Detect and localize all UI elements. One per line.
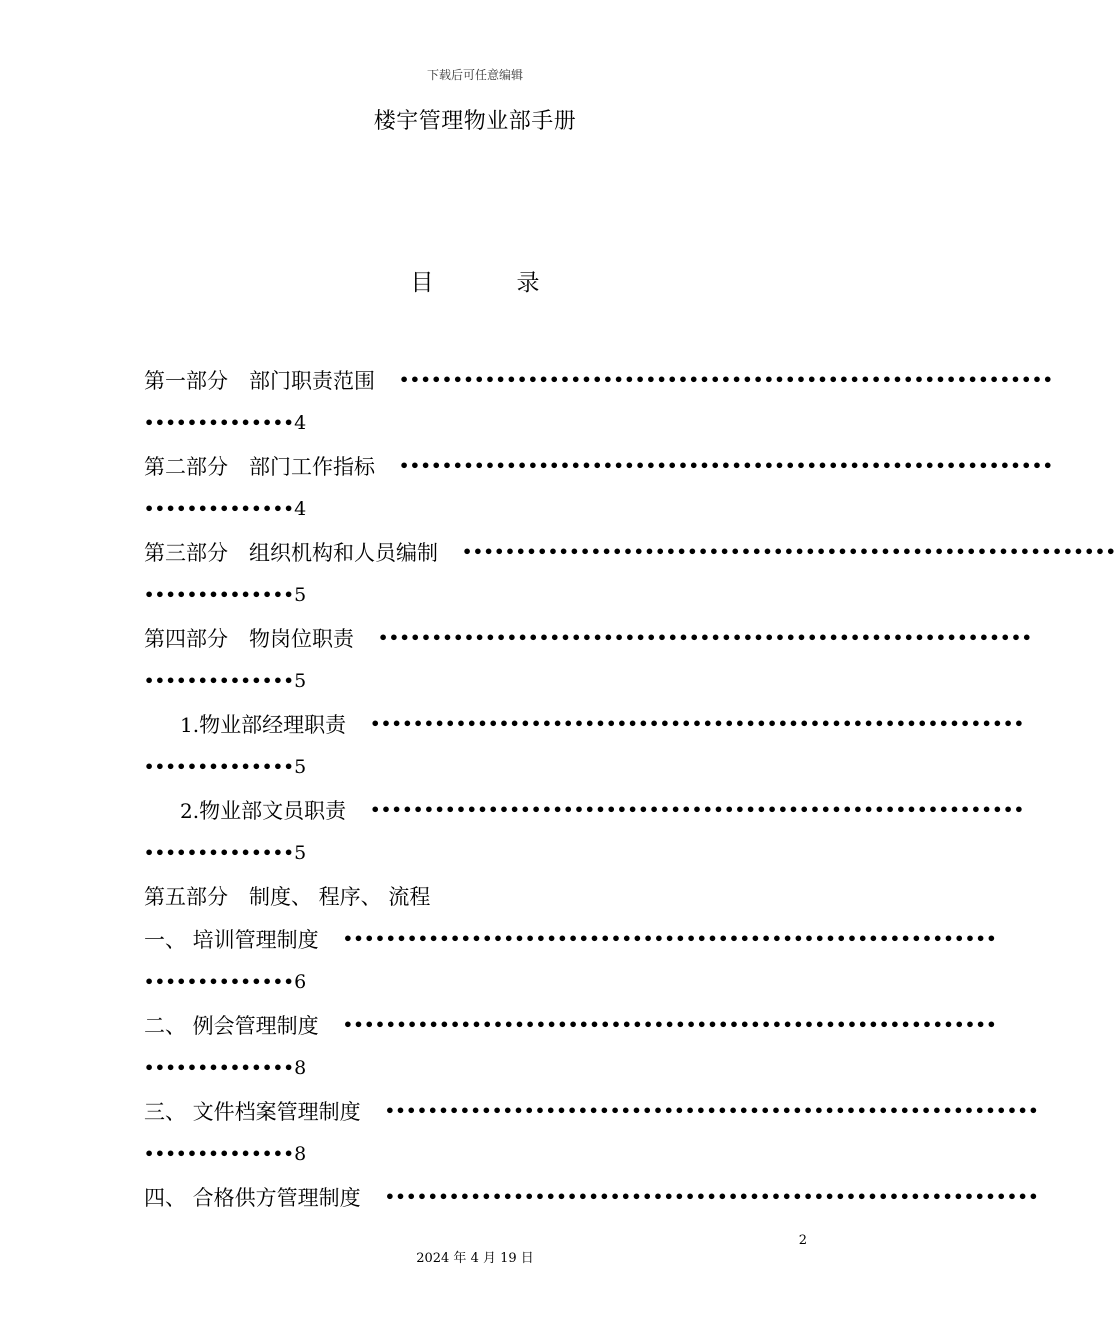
toc-page-number: 5: [294, 841, 307, 864]
dot-leader: ••••••••••••••: [144, 972, 295, 991]
toc-entry[interactable]: [144, 530, 1116, 573]
dot-leader: •••••••••••••••••••••••••••••••••••••••••••••••••••••••••••••: [378, 628, 1033, 647]
dot-leader: •••••••••••••••••••••••••••••••••••••••••••••••••••••••••••••: [462, 542, 1116, 561]
dot-leader: ••••••••••••••: [144, 585, 295, 604]
toc-entry-title: 二、 例会管理制度: [144, 1013, 319, 1038]
toc-page-number: 5: [294, 583, 307, 606]
toc-entry-number: 1.: [180, 712, 200, 737]
toc-entry-title: 一、 培训管理制度: [144, 927, 319, 952]
toc-page-number: 8: [294, 1056, 307, 1079]
toc-page-number: 5: [294, 669, 307, 692]
dot-leader: ••••••••••••••: [144, 757, 295, 776]
toc-entry-continuation: [144, 831, 806, 874]
toc-entry-title: 四、 合格供方管理制度: [144, 1185, 361, 1210]
header-note: 下载后可任意编辑: [426, 68, 523, 82]
dot-leader: •••••••••••••••••••••••••••••••••••••••••••••••••••••••••••••: [370, 800, 1025, 819]
footer-date: 2024 年 4 月 19 日: [416, 1251, 534, 1266]
toc-entry[interactable]: [144, 788, 1025, 831]
toc-entry-label: 物业部经理职责: [199, 712, 347, 737]
toc-entry-title: [180, 709, 346, 739]
dot-leader: ••••••••••••••: [144, 499, 295, 518]
toc-entry-continuation: [144, 659, 806, 702]
page-number: 2: [798, 1233, 807, 1248]
dot-leader: •••••••••••••••••••••••••••••••••••••••••••••••••••••••••••••: [399, 456, 1054, 475]
dot-leader: ••••••••••••••: [144, 1058, 295, 1077]
dot-leader: •••••••••••••••••••••••••••••••••••••••••••••••••••••••••••••: [384, 1101, 1040, 1120]
document-title: 楼宇管理物业部手册: [373, 109, 577, 134]
toc-entry[interactable]: [144, 444, 1054, 487]
dot-leader: ••••••••••••••: [144, 1144, 295, 1163]
dot-leader: •••••••••••••••••••••••••••••••••••••••••••••••••••••••••••••: [370, 714, 1025, 733]
toc-entry-title: 第五部分 制度、 程序、 流程: [144, 884, 431, 909]
dot-leader: ••••••••••••••: [144, 843, 295, 862]
toc-entry-continuation: [144, 401, 806, 444]
dot-leader: •••••••••••••••••••••••••••••••••••••••••••••••••••••••••••••: [342, 1015, 998, 1034]
toc-entry[interactable]: [144, 1175, 1040, 1218]
toc-entry-title: 第三部分 组织机构和人员编制: [144, 540, 438, 565]
toc-entry[interactable]: [144, 616, 1033, 659]
toc-entry-continuation: [144, 745, 806, 788]
dot-leader: •••••••••••••••••••••••••••••••••••••••••••••••••••••••••••••: [342, 929, 998, 948]
dot-leader: ••••••••••••••: [144, 671, 295, 690]
toc-page-number: 4: [294, 497, 307, 520]
toc-section-heading[interactable]: [144, 874, 806, 917]
dot-leader: •••••••••••••••••••••••••••••••••••••••••••••••••••••••••••••: [399, 370, 1054, 389]
dot-leader: ••••••••••••••: [144, 413, 295, 432]
toc-entry-title: 第一部分 部门职责范围: [144, 368, 375, 393]
toc-entry-number: 2.: [180, 798, 200, 823]
toc-entry-continuation: [144, 487, 806, 530]
toc-entry-label: 物业部文员职责: [199, 798, 347, 823]
toc-page-number: 4: [294, 411, 307, 434]
toc-entry[interactable]: [144, 1003, 998, 1046]
toc-page-number: 5: [294, 755, 307, 778]
dot-leader: •••••••••••••••••••••••••••••••••••••••••••••••••••••••••••••: [384, 1187, 1040, 1206]
toc-heading: 目 录: [410, 270, 570, 296]
toc-entry[interactable]: [144, 1089, 1040, 1132]
toc-entry-title: 三、 文件档案管理制度: [144, 1099, 361, 1124]
toc-entry-continuation: [144, 573, 806, 616]
toc-entry-title: 第四部分 物岗位职责: [144, 626, 354, 651]
toc-entry-title: [180, 795, 346, 825]
toc-entry-continuation: [144, 960, 806, 1003]
toc-entry-continuation: [144, 1132, 806, 1175]
toc-entry-title: 第二部分 部门工作指标: [144, 454, 375, 479]
toc-entry[interactable]: [144, 702, 1025, 745]
toc-page-number: 8: [294, 1142, 307, 1165]
toc-page-number: 6: [294, 970, 307, 993]
table-of-contents: [144, 358, 1116, 1218]
toc-entry-continuation: [144, 1046, 806, 1089]
toc-entry[interactable]: [144, 358, 1054, 401]
toc-entry[interactable]: [144, 917, 998, 960]
